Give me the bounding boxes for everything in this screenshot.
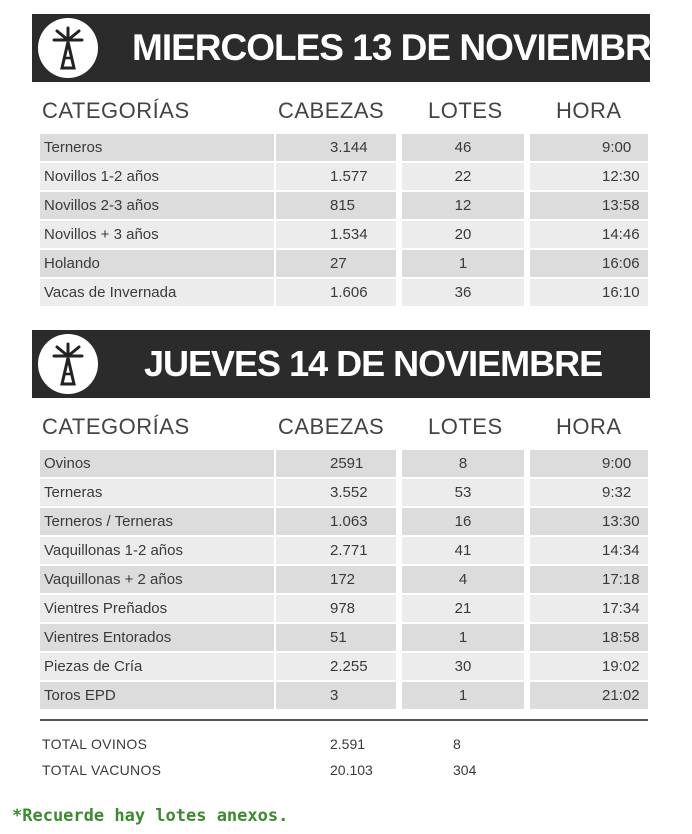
- cell-cabezas: 3: [276, 682, 396, 709]
- table-row: [40, 192, 648, 219]
- total-cabezas: 20.103: [330, 762, 373, 778]
- cell-cabezas: 172: [276, 566, 396, 593]
- cell-hora: 13:58: [530, 192, 648, 219]
- total-lotes: 304: [453, 762, 477, 778]
- cell-cabezas: 51: [276, 624, 396, 651]
- cell-hora: 14:46: [530, 221, 648, 248]
- cell-categoria: Novillos 2-3 años: [40, 192, 274, 219]
- table-row: [40, 508, 648, 535]
- total-row: [40, 731, 648, 757]
- cell-cabezas: 2.255: [276, 653, 396, 680]
- cell-categoria: Piezas de Cría: [40, 653, 274, 680]
- cell-cabezas: 815: [276, 192, 396, 219]
- table-row: [40, 566, 648, 593]
- total-label: TOTAL VACUNOS: [42, 762, 162, 778]
- cell-categoria: Vaquillonas 1-2 años: [40, 537, 274, 564]
- cell-categoria: Terneras: [40, 479, 274, 506]
- cell-categoria: Holando: [40, 250, 274, 277]
- day-title: MIERCOLES 13 DE NOVIEMBRE: [132, 27, 675, 68]
- header-lotes: LOTES: [428, 414, 503, 439]
- cell-hora: 16:10: [530, 279, 648, 306]
- logo: [38, 18, 98, 78]
- cell-categoria: Vientres Entorados: [40, 624, 274, 651]
- cell-hora: 9:32: [530, 479, 648, 506]
- table-header: [32, 408, 650, 448]
- header-categorias: CATEGORÍAS: [42, 414, 190, 439]
- cell-categoria: Vientres Preñados: [40, 595, 274, 622]
- table-header: [32, 92, 650, 132]
- table-row: [40, 450, 648, 477]
- table-row: [40, 595, 648, 622]
- cell-cabezas: 2.771: [276, 537, 396, 564]
- cell-lotes: 16: [402, 508, 524, 535]
- cell-lotes: 1: [402, 682, 524, 709]
- header-hora: HORA: [556, 98, 622, 123]
- cell-lotes: 8: [402, 450, 524, 477]
- cell-lotes: 20: [402, 221, 524, 248]
- cell-lotes: 21: [402, 595, 524, 622]
- table-row: [40, 537, 648, 564]
- cell-categoria: Toros EPD: [40, 682, 274, 709]
- cell-categoria: Ovinos: [40, 450, 274, 477]
- cell-lotes: 30: [402, 653, 524, 680]
- cell-lotes: 46: [402, 134, 524, 161]
- header-lotes: LOTES: [428, 98, 503, 123]
- cell-hora: 17:18: [530, 566, 648, 593]
- table-row: [40, 653, 648, 680]
- day-title: JUEVES 14 DE NOVIEMBRE: [144, 343, 603, 384]
- total-cabezas: 2.591: [330, 736, 366, 752]
- cell-cabezas: 2591: [276, 450, 396, 477]
- section-jueves: [32, 330, 650, 720]
- table-row: [40, 682, 648, 709]
- cell-hora: 13:30: [530, 508, 648, 535]
- table-row: [40, 250, 648, 277]
- cell-lotes: 12: [402, 192, 524, 219]
- logo: [38, 334, 98, 394]
- cell-cabezas: 978: [276, 595, 396, 622]
- cell-lotes: 1: [402, 624, 524, 651]
- lotes-anexos-note: *Recuerde hay lotes anexos.: [12, 806, 289, 826]
- total-lotes: 8: [453, 736, 461, 752]
- cell-hora: 16:06: [530, 250, 648, 277]
- cell-lotes: 53: [402, 479, 524, 506]
- cell-cabezas: 1.063: [276, 508, 396, 535]
- cell-hora: 18:58: [530, 624, 648, 651]
- table-row: [40, 221, 648, 248]
- cell-hora: 9:00: [530, 134, 648, 161]
- cell-categoria: Novillos 1-2 años: [40, 163, 274, 190]
- cell-categoria: Vaquillonas + 2 años: [40, 566, 274, 593]
- table-row: [40, 624, 648, 651]
- header-categorias: CATEGORÍAS: [42, 98, 190, 123]
- cell-categoria: Vacas de Invernada: [40, 279, 274, 306]
- cell-hora: 19:02: [530, 653, 648, 680]
- cell-hora: 9:00: [530, 450, 648, 477]
- header-hora: HORA: [556, 414, 622, 439]
- cell-cabezas: 27: [276, 250, 396, 277]
- day-banner: [32, 330, 650, 398]
- cell-cabezas: 1.534: [276, 221, 396, 248]
- cell-cabezas: 1.606: [276, 279, 396, 306]
- cell-hora: 12:30: [530, 163, 648, 190]
- cell-cabezas: 1.577: [276, 163, 396, 190]
- cell-lotes: 41: [402, 537, 524, 564]
- cell-hora: 21:02: [530, 682, 648, 709]
- windmill-icon: [48, 26, 88, 70]
- cell-hora: 14:34: [530, 537, 648, 564]
- cell-lotes: 4: [402, 566, 524, 593]
- table-row: [40, 163, 648, 190]
- table-row: [40, 479, 648, 506]
- header-cabezas: CABEZAS: [278, 414, 385, 439]
- total-label: TOTAL OVINOS: [42, 736, 148, 752]
- table-row: [40, 134, 648, 161]
- total-row: [40, 757, 648, 783]
- section-miercoles: [32, 14, 675, 310]
- cell-categoria: Novillos + 3 años: [40, 221, 274, 248]
- cell-categoria: Terneros / Terneras: [40, 508, 274, 535]
- cell-lotes: 36: [402, 279, 524, 306]
- cell-categoria: Terneros: [40, 134, 274, 161]
- cell-lotes: 1: [402, 250, 524, 277]
- table-row: [40, 279, 648, 306]
- windmill-icon: [48, 342, 88, 386]
- cell-cabezas: 3.144: [276, 134, 396, 161]
- cell-cabezas: 3.552: [276, 479, 396, 506]
- cell-hora: 17:34: [530, 595, 648, 622]
- totals-divider: [40, 719, 648, 721]
- day-banner: [32, 14, 675, 82]
- header-cabezas: CABEZAS: [278, 98, 385, 123]
- cell-lotes: 22: [402, 163, 524, 190]
